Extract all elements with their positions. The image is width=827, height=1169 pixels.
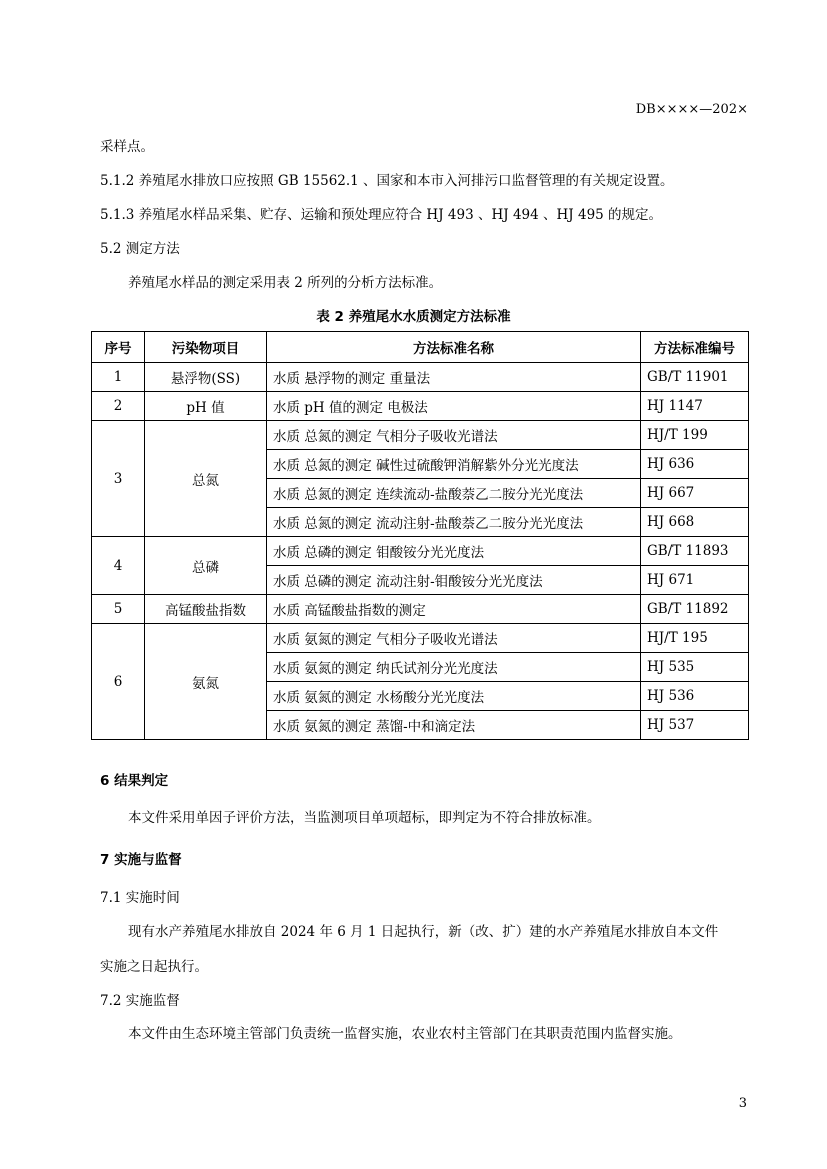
header-item: 污染物项目: [145, 332, 267, 363]
heading-7-2: 7.2 实施监督: [100, 993, 180, 1009]
cell-item: 氨氮: [145, 624, 267, 740]
cell-method-name: 水质 氨氮的测定 水杨酸分光光度法: [267, 682, 641, 711]
cell-no: 5: [92, 595, 145, 624]
header-no: 序号: [92, 332, 145, 363]
cell-method-code: HJ 537: [641, 711, 749, 740]
cell-method-code: HJ 667: [641, 479, 749, 508]
cell-method-name: 水质 氨氮的测定 纳氏试剂分光光度法: [267, 653, 641, 682]
table-row: [92, 624, 749, 653]
paragraph-7-1-line2: 实施之日起执行。: [100, 959, 208, 975]
cell-item: 总磷: [145, 537, 267, 595]
clause-5-1-2: 5.1.2 养殖尾水排放口应按照 GB 15562.1 、国家和本市入河排污口监督管理的有关规定设置。: [100, 173, 674, 189]
cell-item: pH 值: [145, 392, 267, 421]
cell-item: 悬浮物(SS): [145, 363, 267, 392]
cell-no: 2: [92, 392, 145, 421]
paragraph-sample-point: 采样点。: [100, 139, 154, 155]
heading-section-6: 6 结果判定: [100, 773, 169, 789]
heading-section-7: 7 实施与监督: [100, 852, 182, 868]
table-row: [92, 537, 749, 566]
paragraph-section-6: 本文件采用单因子评价方法，当监测项目单项超标，即判定为不符合排放标准。: [128, 810, 601, 826]
cell-method-name: 水质 氨氮的测定 蒸馏-中和滴定法: [267, 711, 641, 740]
cell-no: 1: [92, 363, 145, 392]
cell-method-code: HJ/T 195: [641, 624, 749, 653]
table-caption: 表 2 养殖尾水水质测定方法标准: [316, 309, 511, 325]
cell-method-code: GB/T 11893: [641, 537, 749, 566]
cell-method-code: HJ 671: [641, 566, 749, 595]
cell-method-code: HJ 668: [641, 508, 749, 537]
cell-method-code: HJ 1147: [641, 392, 749, 421]
cell-method-name: 水质 总氮的测定 流动注射-盐酸萘乙二胺分光光度法: [267, 508, 641, 537]
page-number: 3: [738, 1096, 747, 1111]
cell-method-name: 水质 氨氮的测定 气相分子吸收光谱法: [267, 624, 641, 653]
method-standards-table: [91, 331, 749, 740]
cell-method-name: 水质 总氮的测定 气相分子吸收光谱法: [267, 421, 641, 450]
paragraph-7-1-line1: 现有水产养殖尾水排放自 2024 年 6 月 1 日起执行，新（改、扩）建的水产养殖尾水排放自本文件: [128, 924, 719, 940]
cell-item: 高锰酸盐指数: [145, 595, 267, 624]
cell-method-name: 水质 总氮的测定 连续流动-盐酸萘乙二胺分光光度法: [267, 479, 641, 508]
cell-method-code: HJ 536: [641, 682, 749, 711]
cell-method-code: HJ/T 199: [641, 421, 749, 450]
header-method-name: 方法标准名称: [267, 332, 641, 363]
table-header-row: [92, 332, 749, 363]
paragraph-7-2: 本文件由生态环境主管部门负责统一监督实施，农业农村主管部门在其职责范围内监督实施。: [128, 1026, 682, 1042]
document-code: DB××××—202×: [635, 102, 748, 117]
cell-item: 总氮: [145, 421, 267, 537]
cell-method-name: 水质 pH 值的测定 电极法: [267, 392, 641, 421]
heading-5-2: 5.2 测定方法: [100, 241, 180, 257]
table-row: [92, 595, 749, 624]
table-row: [92, 392, 749, 421]
table-row: [92, 421, 749, 450]
cell-method-code: HJ 636: [641, 450, 749, 479]
cell-no: 4: [92, 537, 145, 595]
clause-5-1-3: 5.1.3 养殖尾水样品采集、贮存、运输和预处理应符合 HJ 493 、HJ 494 、HJ 495 的规定。: [100, 207, 663, 223]
paragraph-5-2-body: 养殖尾水样品的测定采用表 2 所列的分析方法标准。: [128, 275, 443, 291]
header-method-code: 方法标准编号: [641, 332, 749, 363]
cell-method-name: 水质 总氮的测定 碱性过硫酸钾消解紫外分光光度法: [267, 450, 641, 479]
table-row: [92, 363, 749, 392]
cell-method-name: 水质 总磷的测定 流动注射-钼酸铵分光光度法: [267, 566, 641, 595]
cell-method-code: HJ 535: [641, 653, 749, 682]
heading-7-1: 7.1 实施时间: [100, 890, 180, 906]
cell-method-name: 水质 总磷的测定 钼酸铵分光光度法: [267, 537, 641, 566]
cell-method-code: GB/T 11901: [641, 363, 749, 392]
cell-method-name: 水质 高锰酸盐指数的测定: [267, 595, 641, 624]
cell-method-code: GB/T 11892: [641, 595, 749, 624]
cell-no: 6: [92, 624, 145, 740]
cell-no: 3: [92, 421, 145, 537]
cell-method-name: 水质 悬浮物的测定 重量法: [267, 363, 641, 392]
